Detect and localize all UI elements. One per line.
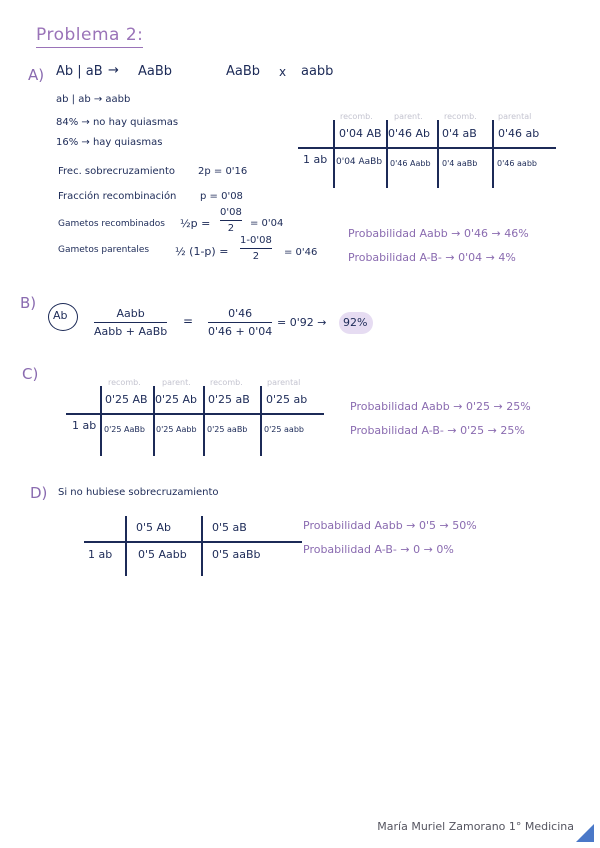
fraccion-label: Fracción recombinación <box>58 191 177 202</box>
section-b-label: B) <box>20 294 37 312</box>
frec-value: 2p = 0'16 <box>198 166 248 177</box>
table-vline <box>260 386 262 456</box>
table-cell: 0'5 aaBb <box>212 548 261 561</box>
fraction-bar <box>94 322 167 323</box>
probability-line: Probabilidad Aabb → 0'25 → 25% <box>350 400 531 413</box>
table-cell: 0'5 Aabb <box>138 548 187 561</box>
numerator: 0'08 <box>220 207 242 218</box>
table-caption: parental <box>267 378 301 387</box>
table-vline <box>333 120 335 188</box>
table-cell: 0'04 AaBb <box>336 157 383 167</box>
table-caption: parent. <box>162 378 191 387</box>
table-vline <box>492 120 494 188</box>
section-a-label: A) <box>28 66 45 84</box>
denominator: Aabb + AaBb <box>94 325 168 338</box>
page-title: Problema 2: <box>36 25 143 48</box>
half-p: ½p = <box>180 217 211 230</box>
table-header: 0'46 Ab <box>388 127 431 140</box>
table-vline <box>153 386 155 456</box>
quiasma-line: 16% → hay quiasmas <box>56 137 163 148</box>
gamete-line: ab | ab → aabb <box>56 94 131 105</box>
section-d-text: Si no hubiese sobrecruzamiento <box>58 487 219 498</box>
table-header: 0'25 AB <box>105 393 148 406</box>
table-header: 0'25 Ab <box>155 393 198 406</box>
fraction-genotype <box>94 307 167 338</box>
numerator: 1-0'08 <box>240 235 272 246</box>
no-quiasma-line: 84% → no hay quiasmas <box>56 117 179 128</box>
table-cell: 0'46 aabb <box>497 159 537 168</box>
arrow: → <box>108 63 119 78</box>
fraction-bar <box>240 248 272 249</box>
table-row-label: 1 ab <box>88 548 113 561</box>
table-cell: 0'25 AaBb <box>104 425 145 434</box>
denominator: 0'46 + 0'04 <box>208 325 273 338</box>
result-value: = 0'92 → <box>277 316 327 329</box>
table-header: 0'25 ab <box>266 393 308 406</box>
table-caption: recomb. <box>210 378 243 387</box>
numerator: Aabb <box>116 307 145 320</box>
probability-line: Probabilidad Aabb → 0'46 → 46% <box>348 227 529 240</box>
table-hline <box>84 541 302 543</box>
table-header: 0'4 aB <box>442 127 477 140</box>
corner-triangle-icon <box>576 824 594 842</box>
table-header: 0'25 aB <box>208 393 250 406</box>
fraction-parent <box>240 235 272 262</box>
table-header: 0'5 aB <box>212 521 247 534</box>
table-caption: parent. <box>394 112 423 121</box>
table-cell: 0'25 aabb <box>264 425 304 434</box>
table-vline <box>201 516 203 576</box>
table-hline <box>66 413 324 415</box>
footer-author: María Muriel Zamorano 1° Medicina <box>377 820 574 833</box>
table-header: 0'04 AB <box>339 127 382 140</box>
probability-line: Probabilidad A-B- → 0'25 → 25% <box>350 424 525 437</box>
table-vline <box>437 120 439 188</box>
parent-result: = 0'46 <box>284 247 318 258</box>
fraccion-value: p = 0'08 <box>200 191 243 202</box>
half-one-minus-p: ½ (1-p) = <box>175 245 229 258</box>
fraction-values <box>208 307 272 338</box>
recomb-result: = 0'04 <box>250 218 284 229</box>
denominator: 2 <box>227 223 235 234</box>
table-caption: recomb. <box>340 112 373 121</box>
cross-result: AaBb <box>138 64 173 79</box>
cross-right: aabb <box>301 64 334 79</box>
probability-line: Probabilidad Aabb → 0'5 → 50% <box>303 519 477 532</box>
table-vline <box>203 386 205 456</box>
cross-left: Ab | aB <box>56 64 103 79</box>
table-row-label: 1 ab <box>72 419 97 432</box>
table-cell: 0'25 Aabb <box>156 425 197 434</box>
numerator: 0'46 <box>228 307 253 320</box>
probability-line: Probabilidad A-B- → 0'04 → 4% <box>348 251 516 264</box>
denominator: 2 <box>252 251 260 262</box>
table-caption: recomb. <box>108 378 141 387</box>
frec-label: Frec. sobrecruzamiento <box>58 166 176 177</box>
fraction-recomb <box>220 207 242 234</box>
table-row-label: 1 ab <box>303 153 328 166</box>
fraction-bar <box>220 220 242 221</box>
table-cell: 0'25 aaBb <box>207 425 248 434</box>
table-vline <box>100 386 102 456</box>
table-header: 0'5 Ab <box>136 521 172 534</box>
gametos-recombinados-label: Gametos recombinados <box>58 219 165 229</box>
highlight-result: 92% <box>343 316 368 329</box>
equals-sign: = <box>183 314 194 328</box>
cross-mid: AaBb <box>226 64 261 79</box>
table-vline <box>386 120 388 188</box>
table-cell: 0'46 Aabb <box>390 159 431 168</box>
cross-x: x <box>279 65 287 79</box>
table-hline <box>298 147 556 149</box>
table-header: 0'46 ab <box>498 127 540 140</box>
gametos-parentales-label: Gametos parentales <box>58 245 150 255</box>
table-cell: 0'4 aaBb <box>442 159 478 168</box>
section-c-label: C) <box>22 365 39 383</box>
table-caption: parental <box>498 112 532 121</box>
section-d-label: D) <box>30 484 48 502</box>
table-caption: recomb. <box>444 112 477 121</box>
probability-line: Probabilidad A-B- → 0 → 0% <box>303 543 454 556</box>
circled-genotype: Ab <box>53 309 68 322</box>
table-vline <box>125 516 127 576</box>
fraction-bar <box>208 322 272 323</box>
